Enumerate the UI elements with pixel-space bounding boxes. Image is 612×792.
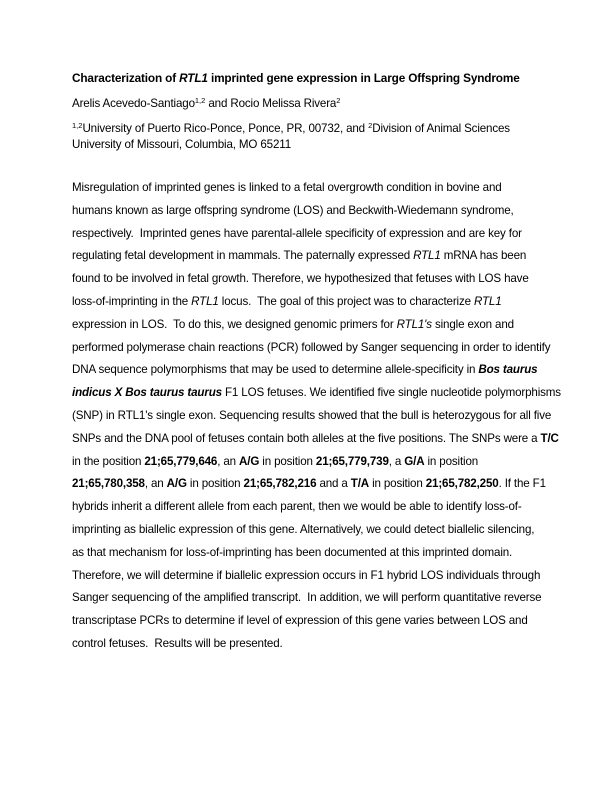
- text-run: in position: [186, 477, 244, 491]
- text-run: and a: [316, 477, 351, 491]
- abstract-line: [72, 610, 572, 633]
- text-run: transcriptase PCRs to determine if level of expression of this gene varies between LOS and: [72, 614, 528, 628]
- text-run: , an: [217, 454, 240, 468]
- text-run: Therefore, we will determine if biallelic expression occurs in F1 hybrid LOS individuals through: [72, 568, 541, 582]
- text-run: SNPs and the DNA pool of fetuses contain both alleles at the five positions. The SNPs were a: [72, 431, 541, 445]
- text-run: DNA sequence polymorphisms that may be used to determine allele-specificity in: [72, 363, 479, 377]
- abstract-line: [72, 633, 572, 656]
- affiliation-line: [72, 118, 552, 137]
- affiliations-block: [72, 118, 552, 152]
- text-run: RTL1: [179, 71, 208, 85]
- abstract-line: [72, 473, 572, 496]
- text-run: and Rocio Melissa Rivera: [205, 97, 337, 110]
- abstract-line: [72, 177, 572, 200]
- abstract-line: [72, 542, 572, 565]
- text-run: University of Missouri, Columbia, MO 65211: [72, 137, 291, 151]
- text-run: loss-of-imprinting in the: [72, 294, 192, 308]
- text-run: A/G: [166, 477, 187, 491]
- text-run: University of Puerto Rico-Ponce, Ponce, PR, 00732, and: [82, 122, 369, 135]
- abstract-line: [72, 291, 572, 314]
- text-run: RTL1: [413, 249, 441, 263]
- text-run: locus. The goal of this project was to characterize: [218, 294, 474, 308]
- text-run: 21;65,782,250: [425, 477, 499, 491]
- text-run: hybrids inherit a different allele from each parent, then we would be able to identify loss-of-: [72, 500, 522, 514]
- text-run: F1 LOS fetuses. We identified five single nucleotide polymorphisms: [221, 386, 561, 400]
- text-run: 21;65,780,358: [72, 477, 145, 491]
- text-run: found to be involved in fetal growth. Therefore, we hypothesized that fetuses with LOS have: [72, 272, 529, 286]
- text-run: T/C: [540, 431, 559, 445]
- text-run: 21;65,779,739: [315, 454, 389, 468]
- text-run: , a: [388, 454, 405, 468]
- text-run: imprinted gene expression in Large Offspring Syndrome: [207, 71, 520, 85]
- text-run: humans known as large offspring syndrome (LOS) and Beckwith-Wiedemann syndrome,: [72, 203, 514, 217]
- text-run: A/G: [239, 454, 260, 468]
- text-run: 2: [368, 121, 373, 130]
- abstract-line: [72, 359, 572, 382]
- text-run: Sanger sequencing of the amplified transcript. In addition, we will perform quantitative reverse: [72, 591, 542, 605]
- text-run: in position: [369, 477, 426, 491]
- abstract-line: [72, 337, 572, 360]
- text-run: single exon and: [431, 317, 514, 331]
- abstract-line: [72, 382, 572, 405]
- text-run: respectively. Imprinted genes have parental-allele specificity of expression and are key for: [72, 226, 522, 240]
- text-run: T/A: [350, 477, 370, 491]
- authors-line: [72, 96, 552, 110]
- text-run: Misregulation of imprinted genes is linked to a fetal overgrowth condition in bovine and: [72, 181, 502, 194]
- text-run: 1,2: [72, 121, 83, 130]
- text-run: imprinting as biallelic expression of this gene. Alternatively, we could detect biallelic silencing,: [72, 522, 535, 536]
- abstract-line: [72, 587, 572, 610]
- abstract-body: [72, 177, 572, 656]
- abstract-line: [72, 314, 572, 337]
- abstract-line: [72, 223, 572, 246]
- text-run: in position: [259, 454, 316, 468]
- abstract-line: [72, 245, 572, 268]
- text-run: control fetuses. Results will be presented.: [72, 636, 283, 650]
- abstract-line: [72, 268, 572, 291]
- abstract-line: [72, 405, 572, 428]
- abstract-line: [72, 451, 572, 474]
- text-run: Arelis Acevedo-Santiago: [72, 97, 195, 110]
- text-run: RTL1: [473, 294, 502, 308]
- abstract-line: [72, 200, 572, 223]
- text-run: Division of Animal Sciences: [372, 122, 510, 135]
- text-run: in the position: [72, 454, 145, 468]
- text-run: , an: [144, 477, 167, 491]
- text-run: regulating fetal development in mammals. The paternally expressed: [72, 249, 414, 263]
- text-run: RTL1: [191, 294, 219, 308]
- text-run: 1,2: [194, 96, 206, 105]
- abstract-line: [72, 565, 572, 588]
- abstract-line: [72, 496, 572, 519]
- text-run: mRNA has been: [440, 249, 527, 263]
- text-run: performed polymerase chain reactions (PCR) followed by Sanger sequencing in order to identify: [72, 340, 551, 354]
- text-run: (SNP) in RTL1's single exon. Sequencing results showed that the bull is heterozygous for all five: [72, 408, 552, 422]
- paper-title: [72, 71, 552, 85]
- abstract-line: [72, 428, 572, 451]
- text-run: in position: [424, 454, 479, 468]
- text-run: indicus X Bos taurus taurus: [72, 386, 222, 400]
- text-run: 21;65,779,646: [144, 454, 218, 468]
- abstract-line: [72, 519, 572, 542]
- text-run: G/A: [404, 454, 425, 468]
- text-run: RTL1's: [396, 317, 432, 331]
- text-run: Characterization of: [72, 71, 180, 85]
- text-run: 21;65,782,216: [243, 477, 317, 491]
- text-run: as that mechanism for loss-of-imprinting has been documented at this imprinted domain.: [72, 545, 513, 559]
- text-run: Bos taurus: [478, 363, 538, 377]
- text-run: . If the F1: [498, 477, 546, 491]
- affiliation-line: [72, 137, 552, 153]
- text-run: expression in LOS. To do this, we designed genomic primers for: [72, 317, 397, 331]
- text-run: 2: [336, 96, 341, 105]
